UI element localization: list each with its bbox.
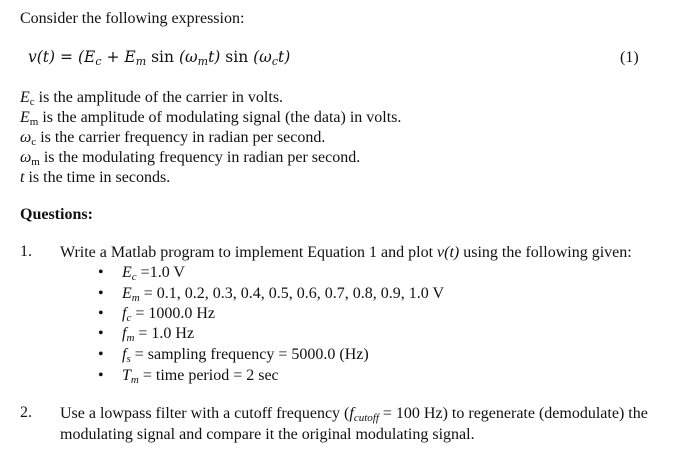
definition-line: t is the time in seconds. xyxy=(20,169,171,186)
question-1-text: Write a Matlab program to implement Equation 1 and plot v(t) using the following given: xyxy=(60,244,632,261)
definition-line: $E_m$ is the amplitude of modulating signal (the data) in volts. xyxy=(20,109,402,128)
given-value-item: • $f_c = 1000.0$ Hz xyxy=(98,305,216,324)
intro-text: Consider the following expression: xyxy=(20,10,245,27)
bullet-icon: • xyxy=(98,285,104,302)
equation-1: $v(t) = (E_c + E_m$ $\sin (\omega_mt)$ $\sin (\omega_ct)$ xyxy=(28,48,291,68)
questions-heading: Questions: xyxy=(20,206,93,223)
given-value-item: • $E_c =1.0$ V xyxy=(98,264,185,283)
definition-line: $\omega_m$ is the modulating frequency in radian per second. xyxy=(20,149,361,168)
given-value-item: • $T_m$ = time period = 2 sec xyxy=(98,367,279,386)
equation-number: (1) xyxy=(620,49,639,66)
bullet-icon: • xyxy=(98,325,104,342)
question-2-line-2: modulating signal and compare it the original modulating signal. xyxy=(60,426,475,443)
question-1-number: 1. xyxy=(20,243,32,260)
definition-line: $E_c$ is the amplitude of the carrier in volts. xyxy=(20,89,284,108)
bullet-icon: • xyxy=(98,305,104,322)
given-value-item: • $f_s$ = sampling frequency = 5000.0 (Hz) xyxy=(98,346,369,365)
question-2-number: 2. xyxy=(20,404,32,421)
bullet-icon: • xyxy=(98,346,104,363)
bullet-icon: • xyxy=(98,367,104,384)
bullet-icon: • xyxy=(98,264,104,281)
given-value-item: • $E_m = 0.1$, 0.2, 0.3, 0.4, 0.5, 0.6, 0.7, 0.8, 0.9, 1.0 V xyxy=(98,285,445,304)
question-2-line-1: Use a lowpass filter with a cutoff frequency ($f_{cutoff} = 100$ Hz) to regenerate (demodulate) the xyxy=(60,405,648,424)
definition-line: $\omega_c$ is the carrier frequency in radian per second. xyxy=(20,129,326,148)
given-value-item: • $f_m = 1.0$ Hz xyxy=(98,325,195,344)
